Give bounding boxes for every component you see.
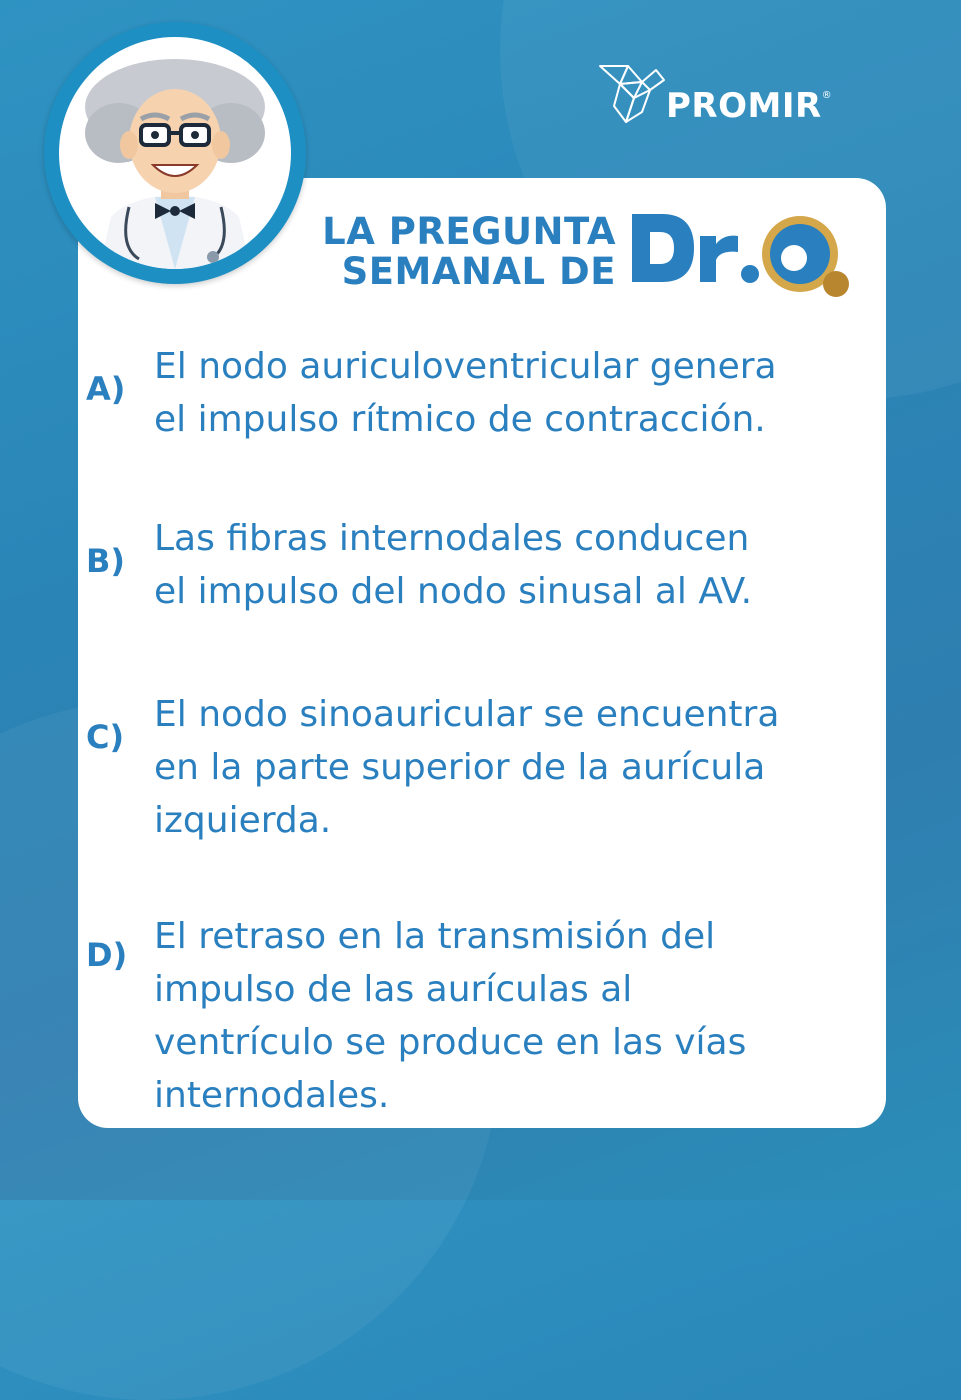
option-line: El nodo sinoauricular se encuentra <box>154 694 780 735</box>
title-line: LA PREGUNTA <box>322 210 616 253</box>
option-line: El retraso en la transmisión del <box>154 916 716 957</box>
option-letter: C) <box>86 718 125 756</box>
brand-name: PROMIR® <box>666 86 833 126</box>
option-line: izquierda. <box>154 800 332 841</box>
dr-q-logo-icon <box>628 204 858 300</box>
option-line: impulso de las aurículas al <box>154 969 633 1010</box>
page-title <box>316 212 616 292</box>
option-line: el impulso del nodo sinusal al AV. <box>154 571 753 612</box>
option-line: internodales. <box>154 1075 390 1116</box>
option-letter: A) <box>86 370 126 408</box>
option-text <box>154 688 854 847</box>
dr-q-logo <box>628 204 858 300</box>
option-line: ventrículo se produce en las vías <box>154 1022 747 1063</box>
option-line: El nodo auriculoventricular genera <box>154 346 777 387</box>
option-text <box>154 340 854 446</box>
option-text <box>154 910 854 1122</box>
origami-bird-icon <box>598 62 668 132</box>
avatar <box>44 22 306 284</box>
option-letter: B) <box>86 542 126 580</box>
title-line: SEMANAL DE <box>341 250 616 293</box>
option-line: en la parte superior de la aurícula <box>154 747 766 788</box>
doctor-avatar-icon <box>59 37 291 269</box>
option-text <box>154 512 854 618</box>
promir-logo <box>598 62 838 132</box>
option-line: el impulso rítmico de contracción. <box>154 399 766 440</box>
option-line: Las fibras internodales conducen <box>154 518 750 559</box>
option-letter: D) <box>86 936 128 974</box>
